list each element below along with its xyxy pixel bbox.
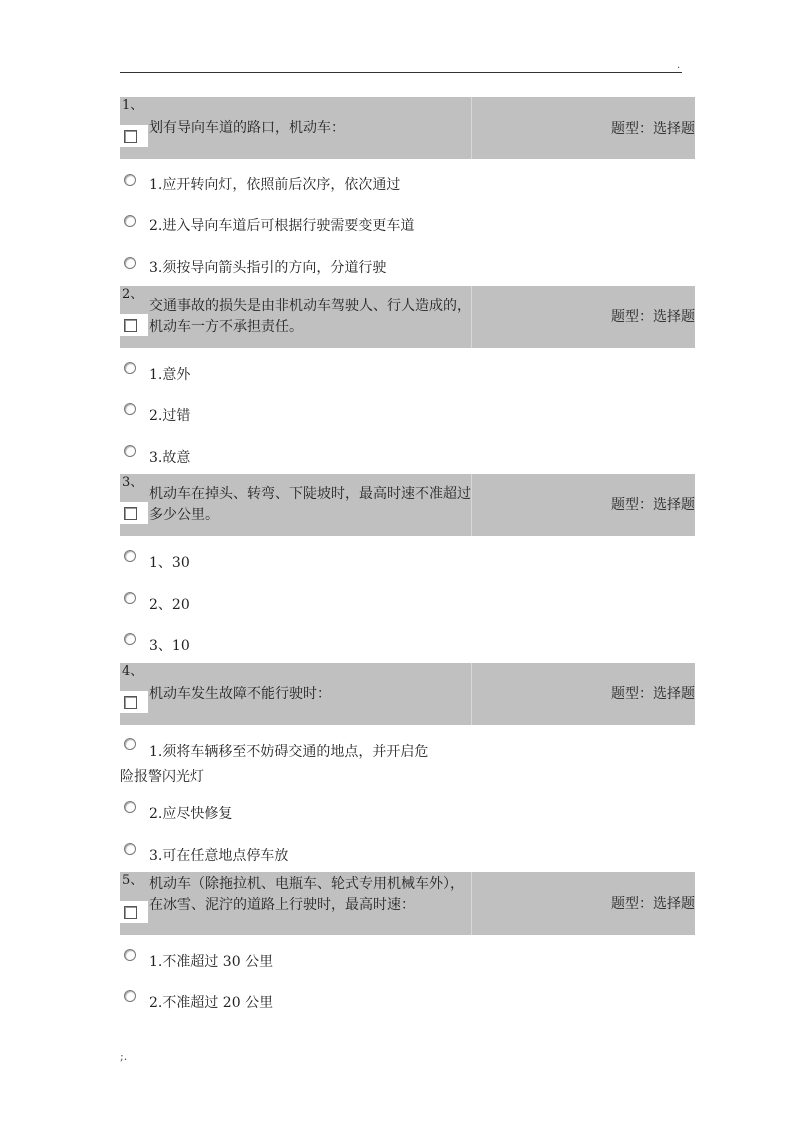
question-type: 题型：选择题 bbox=[611, 896, 695, 912]
radio-icon[interactable] bbox=[124, 362, 136, 374]
radio-icon[interactable] bbox=[124, 257, 136, 269]
checkbox-icon bbox=[124, 319, 137, 332]
question-checkbox[interactable] bbox=[120, 691, 148, 713]
option-label: 1、30 bbox=[149, 555, 190, 571]
question-text: 交通事故的损失是由非机动车驾驶人、行人造成的，机动车一方不承担责任。 bbox=[149, 298, 471, 335]
radio-icon[interactable] bbox=[124, 949, 136, 961]
radio-icon[interactable] bbox=[124, 801, 136, 813]
column-divider bbox=[471, 474, 472, 536]
answer-option[interactable] bbox=[120, 738, 480, 784]
question-type: 题型：选择题 bbox=[611, 121, 695, 137]
corner-mark: . bbox=[677, 60, 681, 71]
option-label: 1.意外 bbox=[149, 367, 191, 383]
checkbox-icon bbox=[124, 906, 137, 919]
radio-icon[interactable] bbox=[124, 215, 136, 227]
radio-icon[interactable] bbox=[124, 738, 136, 750]
option-label: 3.须按导向箭头指引的方向，分道行驶 bbox=[149, 260, 387, 276]
question-checkbox[interactable] bbox=[120, 314, 148, 336]
question-header bbox=[120, 663, 695, 725]
radio-icon[interactable] bbox=[124, 592, 136, 604]
option-label-continued: 险报警闪光灯 bbox=[120, 769, 204, 785]
question-header bbox=[120, 286, 695, 348]
checkbox-icon bbox=[124, 507, 137, 520]
question-number: 3、 bbox=[122, 475, 144, 490]
top-rule bbox=[120, 72, 682, 73]
radio-icon[interactable] bbox=[124, 403, 136, 415]
question-header bbox=[120, 474, 695, 536]
question-type: 题型：选择题 bbox=[611, 309, 695, 325]
option-label: 2.应尽快修复 bbox=[149, 806, 233, 822]
question-type: 题型：选择题 bbox=[611, 686, 695, 702]
option-label: 2.进入导向车道后可根据行驶需要变更车道 bbox=[149, 218, 415, 234]
question-checkbox[interactable] bbox=[120, 125, 148, 147]
radio-icon[interactable] bbox=[124, 633, 136, 645]
question-checkbox[interactable] bbox=[120, 901, 148, 923]
radio-icon[interactable] bbox=[124, 550, 136, 562]
checkbox-icon bbox=[124, 130, 137, 143]
question-text: 机动车（除拖拉机、电瓶车、轮式专用机械车外），在冰雪、泥泞的道路上行驶时，最高时速： bbox=[149, 876, 464, 913]
question-header bbox=[120, 97, 695, 159]
column-divider bbox=[471, 663, 472, 725]
option-label: 2.不准超过 20 公里 bbox=[149, 995, 274, 1011]
radio-icon[interactable] bbox=[124, 990, 136, 1002]
footer-mark: ;. bbox=[120, 1050, 128, 1063]
option-label: 2.过错 bbox=[149, 408, 191, 424]
question-text: 机动车在掉头、转弯、下陡坡时，最高时速不准超过多少公里。 bbox=[149, 486, 471, 523]
option-label: 3、10 bbox=[149, 638, 190, 654]
radio-icon[interactable] bbox=[124, 843, 136, 855]
column-divider bbox=[471, 97, 472, 159]
column-divider bbox=[471, 872, 472, 935]
question-number: 4、 bbox=[122, 664, 144, 679]
question-checkbox[interactable] bbox=[120, 502, 148, 524]
question-number: 1、 bbox=[122, 98, 144, 113]
question-header bbox=[120, 872, 695, 935]
option-label: 2、20 bbox=[149, 597, 190, 613]
option-label: 1.不准超过 30 公里 bbox=[149, 954, 274, 970]
option-label: 1.须将车辆移至不妨碍交通的地点，并开启危 bbox=[149, 744, 429, 760]
question-number: 5、 bbox=[122, 873, 144, 888]
option-label: 1.应开转向灯，依照前后次序，依次通过 bbox=[149, 177, 401, 193]
column-divider bbox=[471, 286, 472, 348]
option-label: 3.故意 bbox=[149, 450, 191, 466]
radio-icon[interactable] bbox=[124, 445, 136, 457]
question-text: 划有导向车道的路口，机动车： bbox=[149, 120, 345, 136]
option-label: 3.可在任意地点停车放 bbox=[149, 848, 289, 864]
question-text: 机动车发生故障不能行驶时： bbox=[149, 686, 331, 702]
question-type: 题型：选择题 bbox=[611, 497, 695, 513]
radio-icon[interactable] bbox=[124, 174, 136, 186]
question-number: 2、 bbox=[122, 287, 144, 302]
checkbox-icon bbox=[124, 696, 137, 709]
